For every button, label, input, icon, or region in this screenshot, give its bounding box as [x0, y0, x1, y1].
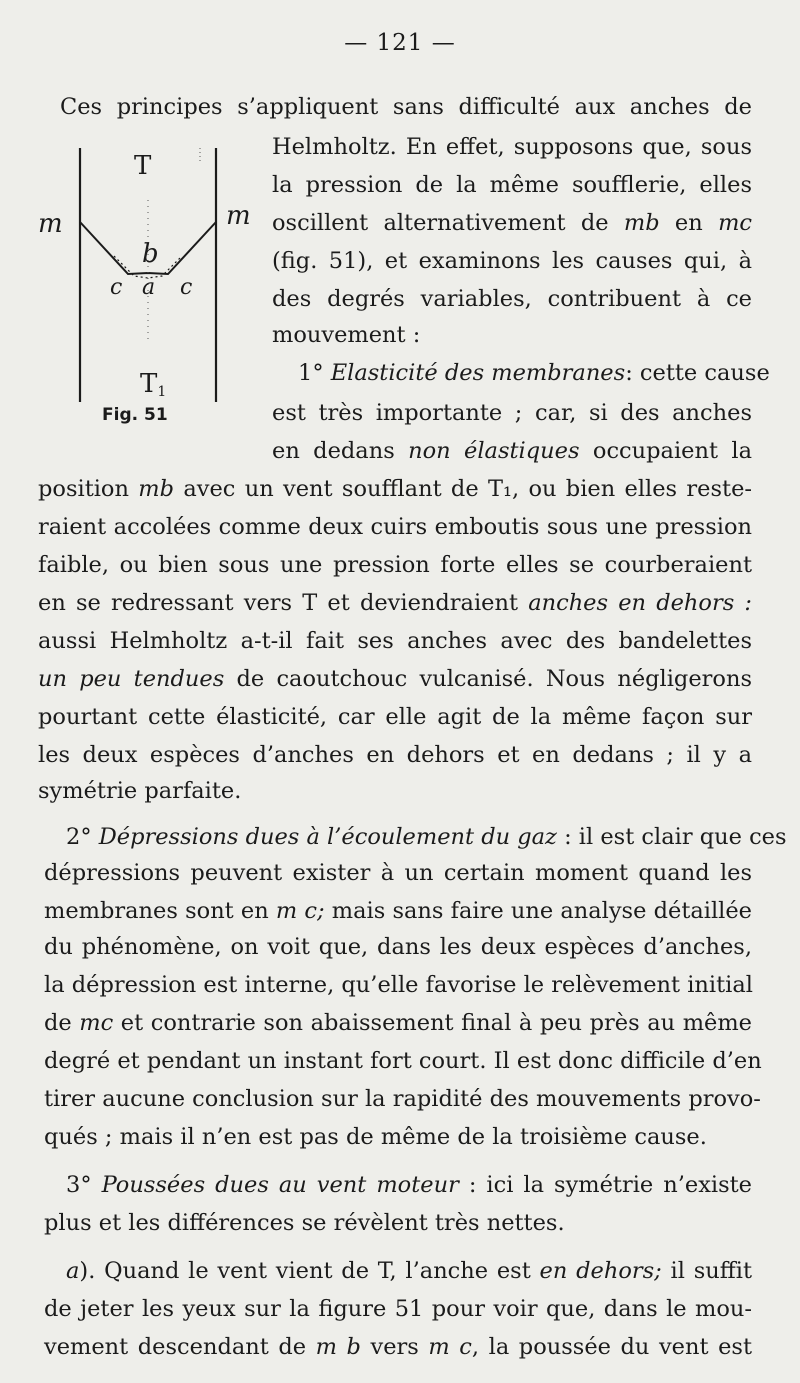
italic-run: m c; [275, 898, 325, 924]
text-run: qués ; mais il n’en est pas de même de la troisième cause. [44, 1124, 707, 1150]
text-line [38, 702, 752, 732]
text-line [272, 398, 752, 428]
label-T1: $T_1$ [140, 369, 167, 400]
text-line [38, 512, 752, 542]
text-line [66, 1170, 752, 1200]
text-line [272, 320, 420, 350]
italic-run: m c [428, 1334, 472, 1360]
italic-run: Poussées dues au vent moteur [101, 1172, 459, 1198]
text-run: mouvement : [272, 322, 421, 348]
text-run: degré et pendant un instant fort court. Il est donc difficile d’en [44, 1048, 762, 1074]
text-run: symétrie parfaite. [38, 778, 242, 804]
text-line [44, 932, 752, 962]
text-run: la pression de la même soufflerie, elles [272, 172, 752, 198]
text-run: Helmholtz. En effet, supposons que, sous [272, 134, 752, 160]
text-run: oscillent alternativement de [272, 210, 624, 236]
text-run: membranes sont en [44, 898, 276, 924]
text-run: plus et les différences se révèlent très nettes. [44, 1210, 565, 1236]
text-line [38, 664, 752, 694]
text-line [44, 1084, 761, 1114]
text-run: vers [360, 1334, 429, 1360]
label-b: b [142, 239, 159, 269]
text-line [272, 132, 752, 162]
text-line [272, 208, 752, 238]
text-line [44, 970, 752, 1000]
text-line [272, 170, 752, 200]
text-line [272, 246, 752, 276]
text-run: Ces principes s’appliquent sans difficulté aux anches de [60, 94, 752, 120]
text-run: les deux espèces d’anches en dehors et en dedans ; il y a [38, 742, 752, 768]
label-c-left: c [110, 275, 123, 300]
text-line [38, 626, 752, 656]
text-run: : ici la symétrie n’existe [458, 1172, 752, 1198]
text-line [38, 588, 752, 618]
text-line [66, 822, 787, 852]
text-run: mais sans faire une analyse détaillée [324, 898, 752, 924]
italic-run: Elasticité des membranes [330, 360, 626, 386]
italic-run: en dehors; [539, 1258, 662, 1284]
label-a: a [142, 275, 156, 300]
figure-51 [30, 140, 260, 440]
text-run: tirer aucune conclusion sur la rapidité des mouvements provo- [44, 1086, 761, 1112]
text-line [66, 1256, 752, 1286]
text-run: dépressions peuvent exister à un certain moment quand les [44, 860, 752, 886]
text-run: position [38, 476, 139, 502]
text-run: du phénomène, on voit que, dans les deux espèces d’anches, [44, 934, 752, 960]
italic-run: anches en dehors : [528, 590, 752, 616]
label-m-right: m [226, 201, 251, 231]
text-run: de jeter les yeux sur la figure 51 pour voir que, dans le mou- [44, 1296, 752, 1322]
text-line [38, 474, 752, 504]
text-run: vement descendant de [44, 1334, 316, 1360]
italic-run: Dépressions dues à l’écoulement du gaz [98, 824, 557, 850]
italic-run: mb [623, 210, 660, 236]
text-run: occupaient la [579, 438, 752, 464]
text-run: il suffit [661, 1258, 752, 1284]
text-line [44, 858, 752, 888]
text-line [44, 1208, 565, 1238]
italic-run: m b [315, 1334, 361, 1360]
text-run: 3° [66, 1172, 102, 1198]
text-run: : cette cause [625, 360, 770, 386]
text-run: , la poussée du vent est [471, 1334, 752, 1360]
text-run: aussi Helmholtz a-t-il fait ses anches avec des bandelettes [38, 628, 752, 654]
text-run: pourtant cette élasticité, car elle agit de la même façon sur [38, 704, 752, 730]
text-line [44, 1294, 752, 1324]
text-line [272, 284, 752, 314]
text-line [44, 1122, 707, 1152]
text-line [38, 776, 241, 806]
figure-caption: Fig. 51 [102, 405, 168, 425]
text-run: des degrés variables, contribuent à ce [272, 286, 752, 312]
text-run: la dépression est interne, qu’elle favorise le relèvement initial [44, 972, 753, 998]
text-run: 1° [298, 360, 331, 386]
text-run: raient accolées comme deux cuirs emboutis sous une pression [38, 514, 752, 540]
text-run: (fig. 51), et examinons les causes qui, à [272, 248, 752, 274]
page-number: — 121 — [344, 30, 456, 56]
text-line [298, 358, 770, 388]
text-run: en se redressant vers T et deviendraient [38, 590, 529, 616]
text-run: en dedans [272, 438, 409, 464]
text-line [44, 1332, 752, 1362]
text-run: est très importante ; car, si des anches [272, 400, 752, 426]
text-run: faible, ou bien sous une pression forte elles se courberaient [38, 552, 752, 578]
text-run: avec un vent soufflant de T₁, ou bien elles reste- [174, 476, 752, 502]
text-line [38, 740, 752, 770]
text-line [60, 92, 752, 122]
text-run: et contrarie son abaissement final à peu près au même [113, 1010, 752, 1036]
label-c-right: c [180, 275, 193, 300]
text-run: 2° [66, 824, 99, 850]
label-m-left: m [38, 209, 63, 239]
text-run: ). Quand le vent vient de T, l’anche est [79, 1258, 540, 1284]
italic-run: mc [79, 1010, 114, 1036]
text-line [44, 1046, 762, 1076]
italic-run: mb [138, 476, 175, 502]
text-run: de caoutchouc vulcanisé. Nous négligerons [224, 666, 752, 692]
text-line [38, 550, 752, 580]
text-run: de [44, 1010, 80, 1036]
text-run: en [659, 210, 719, 236]
text-line [44, 896, 752, 926]
label-T-top: T [134, 151, 152, 181]
text-line [272, 436, 752, 466]
italic-run: a [66, 1258, 80, 1284]
italic-run: mc [718, 210, 752, 236]
text-run: : il est clair que ces [556, 824, 787, 850]
text-line [44, 1008, 752, 1038]
italic-run: non élastiques [408, 438, 580, 464]
italic-run: un peu tendues [38, 666, 225, 692]
